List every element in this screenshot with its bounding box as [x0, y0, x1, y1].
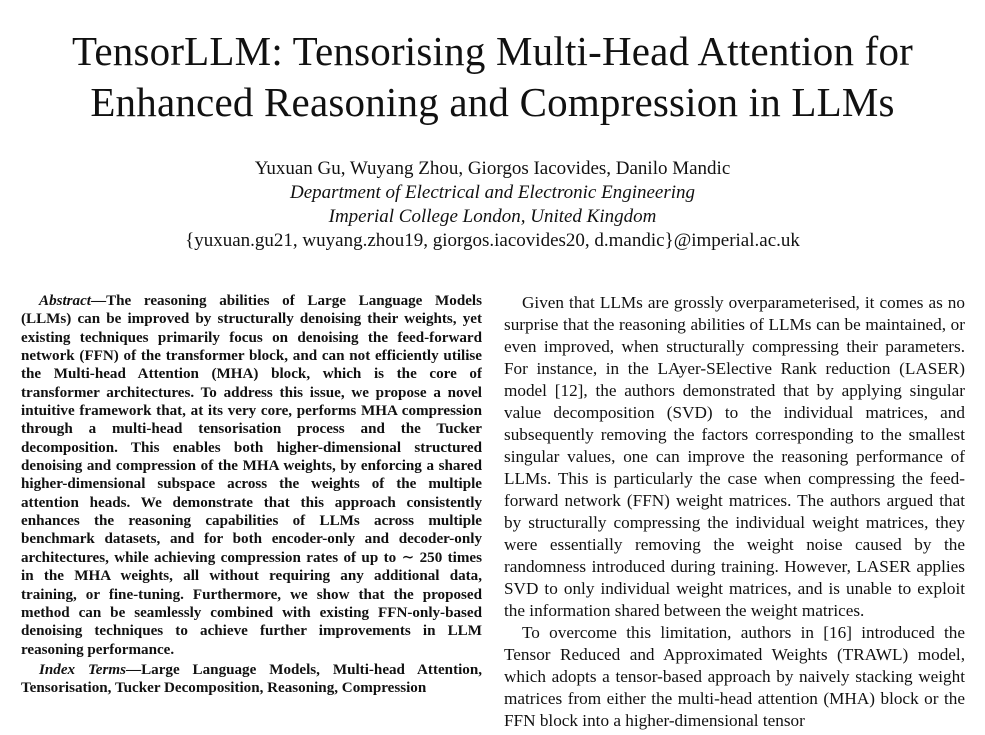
index-terms — [21, 661, 482, 698]
abstract-label: Abstract — [39, 293, 91, 309]
index-terms-label: Index Terms — [39, 661, 126, 678]
institution: Imperial College London, United Kingdom — [328, 206, 657, 227]
index-terms-text: —Large Language Models, Multi-head Attention, Tensorisation, Tucker Decomposition, Reasoning, Compression — [21, 661, 482, 697]
left-column — [21, 292, 482, 735]
abstract-text: —The reasoning abilities of Large Language Models (LLMs) can be improved by structurally denoising their weights, yet existing techniques primarily focus on denoising the feed-forward network (FFN) of the transformer block, and can not efficiently utilise the Multi-head Attention (MHA) block, which is the core of transformer architectures. To address this issue, we propose a novel intuitive framework that, at its very core, performs MHA compression through a multi-head tensorisation process and the Tucker decomposition. This enables both higher-dimensional structured denoising and compression of the MHA weights, by enforcing a shared higher-dimensional subspace across the weights of the multiple attention heads. We demonstrate that this approach consistently enhances the reasoning capabilities of LLMs across multiple benchmark datasets, and for both encoder-only and decoder-only architectures, while achieving compression rates of up to ∼ 250 times in the MHA weights, all without requiring any additional data, training, or fine-tuning. Furthermore, we show that the proposed method can be seamlessly combined with existing FFN-only-based denoising techniques to achieve further improvements in LLM reasoning performance. — [21, 293, 482, 658]
title-line-2: Enhanced Reasoning and Compression in LLMs — [90, 79, 895, 125]
body-paragraph-1: Given that LLMs are grossly overparameterised, it comes as no surprise that the reasoning abilities of LLMs can be maintained, or even improved, when structurally compressing their parameters. For instance, in the LAyer-SElective Rank reduction (LASER) model [12], the authors demonstrated that by applying singular value decomposition (SVD) to the individual matrices, and subsequently removing the factors corresponding to the smallest singular values, one can improve the reasoning performance of LLMs. This is particularly the case when compressing the feed-forward network (FFN) weight matrices. The authors argued that by structurally compressing the individual weight matrices, they were essentially removing the weight noise caused by the randomness introduced during training. However, LASER applies SVD to only individual weight matrices, and is unable to exploit the information shared between the weight matrices. — [504, 293, 965, 620]
department: Department of Electrical and Electronic Engineering — [289, 182, 696, 203]
paper-title — [0, 26, 985, 128]
author-block — [0, 157, 985, 253]
title-line-1: TensorLLM: Tensorising Multi-Head Attention for — [71, 28, 913, 74]
right-column — [504, 292, 965, 735]
author-emails: {yuxuan.gu21, wuyang.zhou19, giorgos.iacovides20, d.mandic}@imperial.ac.uk — [185, 230, 800, 251]
abstract — [21, 292, 482, 659]
body-paragraph-2: To overcome this limitation, authors in [16] introduced the Tensor Reduced and Approximated Weights (TRAWL) model, which adopts a tensor-based approach by naively stacking weight matrices from either the multi-head attention (MHA) block or the FFN block into a higher-dimensional tensor — [504, 623, 965, 730]
author-names: Yuxuan Gu, Wuyang Zhou, Giorgos Iacovides, Danilo Mandic — [254, 158, 731, 179]
